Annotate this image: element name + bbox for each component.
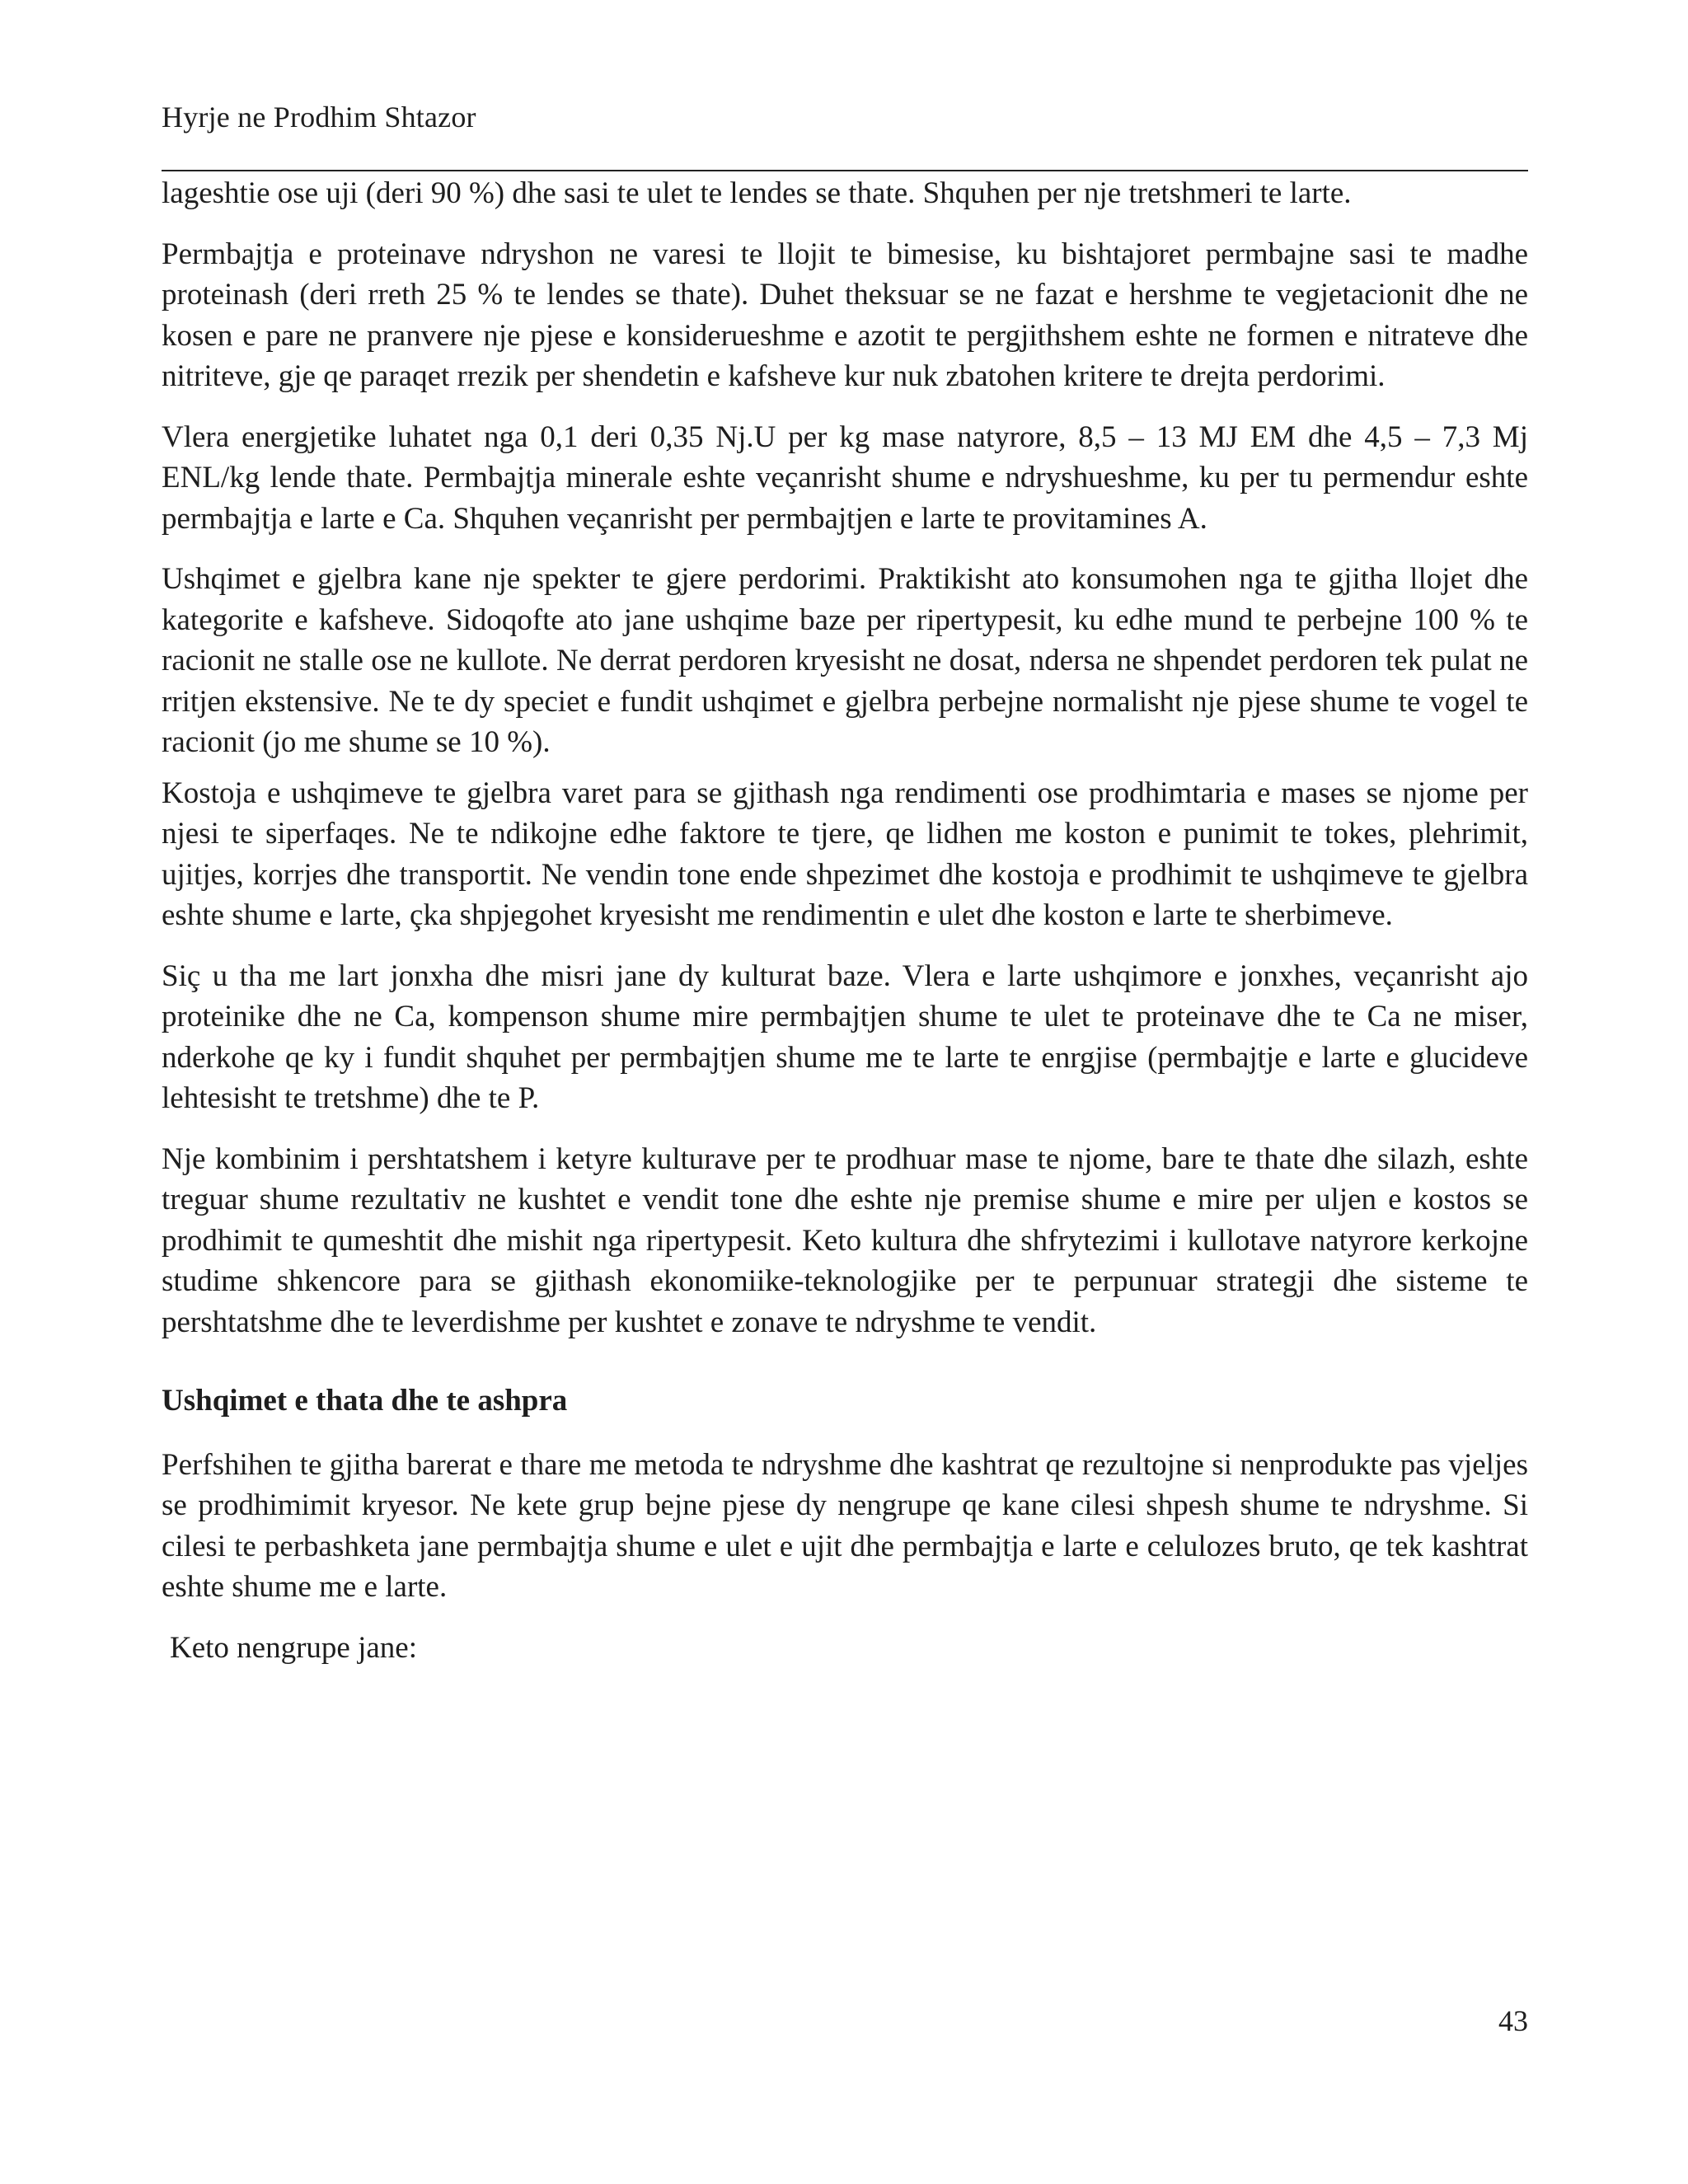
page-number: 43 — [1498, 2004, 1528, 2037]
paragraph: Nje kombinim i pershtatshem i ketyre kulturave per te prodhuar mase te njome, bare te thate dhe silazh, eshte treguar shume rezultativ ne kushtet e vendit tone dhe eshte nje premise shume e mire per uljen e kostos se prodhimit te qumeshtit dhe mishit nga ripertypesit. Keto kultura dhe shfrytezimi i kullotave natyrore kerkojne studime shkencore para se gjithash ekonomiike-teknologjike per te perpunuar strategji dhe sisteme te pershtatshme dhe te leverdishme per kushtet e zonave te ndryshme te vendit. — [162, 1141, 1528, 1339]
section-heading: Ushqimet e thata dhe te ashpra — [162, 1384, 568, 1418]
page-body — [162, 173, 1528, 1668]
header-divider — [162, 170, 1528, 171]
paragraph: Ushqimet e gjelbra kane nje spekter te gjere perdorimi. Praktikisht ato konsumohen nga te gjitha llojet dhe kategorite e kafsheve. Sidoqofte ato jane ushqime baze per ripertypesit, ku edhe mund te perbejne 100 % te racionit ne stalle ose ne kullote. Ne derrat perdoren kryesisht ne dosat, ndersa ne shpendet perdoren tek pulat ne rritjen ekstensive. Ne te dy speciet e fundit ushqimet e gjelbra perbejne normalisht nje pjese shume te vogel te racionit (jo me shume se 10 %). — [162, 562, 1528, 759]
paragraph: Kostoja e ushqimeve te gjelbra varet para se gjithash nga rendimenti ose prodhimtaria e mases se njome per njesi te siperfaqes. Ne te ndikojne edhe faktore te tjere, qe lidhen me koston e punimit te tokes, plehrimit, ujitjes, korrjes dhe transportit. Ne vendin tone ende shpezimet dhe kostoja e prodhimit te ushqimeve te gjelbra eshte shume e larte, çka shpjegohet kryesisht me rendimentin e ulet dhe koston e larte te sherbimeve. — [162, 776, 1528, 932]
paragraph: Permbajtja e proteinave ndryshon ne varesi te llojit te bimesise, ku bishtajoret permbajne sasi te madhe proteinash (deri rreth 25 % te lendes se thate). Duhet theksuar se ne fazat e hershme te vegjetacionit dhe ne kosen e pare ne pranvere nje pjese e konsiderueshme e azotit te pergjithshem eshte ne formen e nitrateve dhe nitriteve, gje qe paraqet rrezik per shendetin e kafsheve kur nuk zbatohen kritere te drejta perdorimi. — [162, 237, 1528, 393]
paragraph: Siç u tha me lart jonxha dhe misri jane dy kulturat baze. Vlera e larte ushqimore e jonxhes, veçanrisht ajo proteinike dhe ne Ca, kompenson shume mire permbajtjen shume te ulet te proteinave dhe te Ca ne miser, nderkohe qe ky i fundit shquhet per permbajtjen shume me te larte te enrgjise (permbajtje e larte e glucideve lehtesisht te tretshme) dhe te P. — [162, 958, 1528, 1115]
paragraph: Vlera energjetike luhatet nga 0,1 deri 0,35 Nj.U per kg mase natyrore, 8,5 – 13 MJ EM dhe 4,5 – 7,3 Mj ENL/kg lende thate. Permbajtja minerale eshte veçanrisht shume e ndryshueshme, ku per tu permendur eshte permbajtja e larte e Ca. Shquhen veçanrisht per permbajtjen e larte te provitamines A. — [162, 419, 1528, 536]
running-header: Hyrje ne Prodhim Shtazor — [162, 101, 476, 134]
paragraph: lageshtie ose uji (deri 90 %) dhe sasi te ulet te lendes se thate. Shquhen per nje tretshmeri te larte. — [162, 176, 1352, 210]
paragraph: Perfshihen te gjitha barerat e thare me metoda te ndryshme dhe kashtrat qe rezultojne si nenprodukte pas vjeljes se prodhimimit kryesor. Ne kete grup bejne pjese dy nengrupe qe kane cilesi shpesh shume te ndryshme. Si cilesi te perbashketa jane permbajtja shume e ulet e ujit dhe permbajtja e larte e celulozes bruto, qe tek kashtrat eshte shume me e larte. — [162, 1447, 1528, 1604]
list-intro: Keto nengrupe jane: — [170, 1630, 417, 1665]
